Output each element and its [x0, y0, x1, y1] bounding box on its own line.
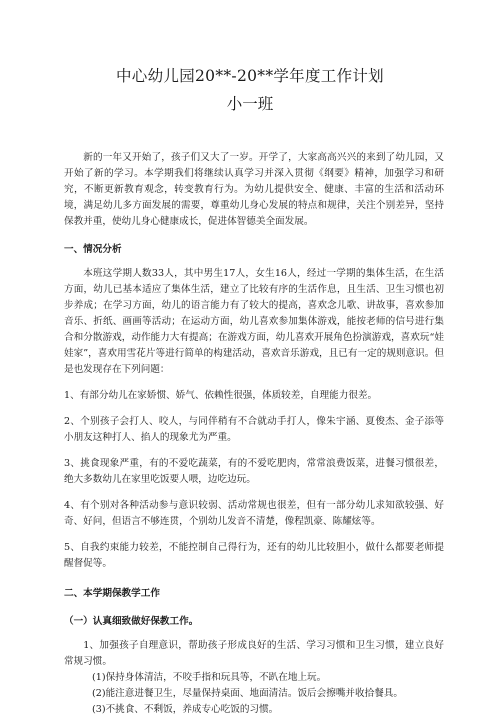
document-subtitle: 小一班: [226, 95, 274, 113]
situation-paragraph: 本班这学期人数33人，其中男生17人，女生16人，经过一学期的集体生活，在生活方面，幼儿已基本适应了集体生活，建立了比较有序的生活作息，且生活、卫生习惯也初步养成；在学习方面，幼儿的语言能力有了较大的提高，喜欢念儿歌、讲故事，喜欢参加音乐、折纸、画画等活动；在运动方面，幼儿喜欢参加集体游戏，能按老师的信号进行集合和分散游戏，动作能力大有提高；在游戏方面，幼儿喜欢开展角色扮演游戏，喜欢玩“娃娃家”，喜欢用雪花片等进行简单的构建活动，喜欢音乐游戏，且已有一定的规则意识。但是也发现存在下列问题：: [64, 268, 444, 375]
habit-list-item: (2)能注意进餐卫生，尽量保持桌面、地面清洁。饭后会擦嘴并收拾餐具。: [92, 688, 403, 699]
document-body: [64, 150, 444, 718]
issue-item: 4、有个别对各种活动参与意识较弱、活动常规也很差，但有一部分幼儿求知欲较强、好奇、好问，但语言不够连贯，个别幼儿发音不清楚，像程凯豪、陈耀炫等。: [64, 500, 444, 527]
care-point-paragraph: 1、加强孩子自理意识，帮助孩子形成良好的生活、学习习惯和卫生习惯，建立良好常规习惯。: [64, 640, 444, 667]
section-heading-situation: 一、情况分析: [64, 244, 122, 255]
section-heading-care-education: 二、本学期保教学工作: [64, 588, 160, 599]
habit-list-item: (3)不挑食、不剩饭，养成专心吃饭的习惯。: [92, 704, 279, 715]
issue-item: 1、有部分幼儿在家娇惯、娇气、依赖性很强，体质较差，自理能力很差。: [64, 390, 378, 401]
intro-paragraph: 新的一年又开始了，孩子们又大了一岁。开学了，大家高高兴兴的来到了幼儿园，又开始了新的学习。本学期我们将继续认真学习并深入贯彻《纲要》精神，加强学习和研究，不断更新教育观念，转变教育行为。为幼儿提供安全、健康、丰富的生活和活动环境，满足幼儿多方面发展的需要，尊重幼儿身心发展的特点和规律，关注个别差异，坚持保教并重，使幼儿身心健康成长，促进体智德美全面发展。: [64, 152, 444, 227]
subsection-heading: （一）认真细致做好保教工作。: [64, 616, 199, 627]
issue-item: 5、自我约束能力较差，不能控制自己得行为，还有的幼儿比较胆小，做什么都要老师提醒督促等。: [64, 542, 444, 569]
habit-list-item: (1)保持身体清洁，不咬手指和玩具等，不趴在地上玩。: [92, 672, 327, 683]
issue-item: 3、挑食现象严重，有的不爱吃蔬菜，有的不爱吃肥肉，常常浪费饭菜，进餐习惯很差，绝大多数幼儿在家里吃饭要人喂，边吃边玩。: [64, 458, 444, 485]
document-title: 中心幼儿园20**-20**学年度工作计划: [116, 67, 384, 85]
issue-item: 2、个别孩子会打人、咬人，与同伴稍有不合就动手打人，像朱宇涵、夏俊杰、金子添等小朋友这种打人、掐人的现象尤为严重。: [64, 416, 444, 443]
